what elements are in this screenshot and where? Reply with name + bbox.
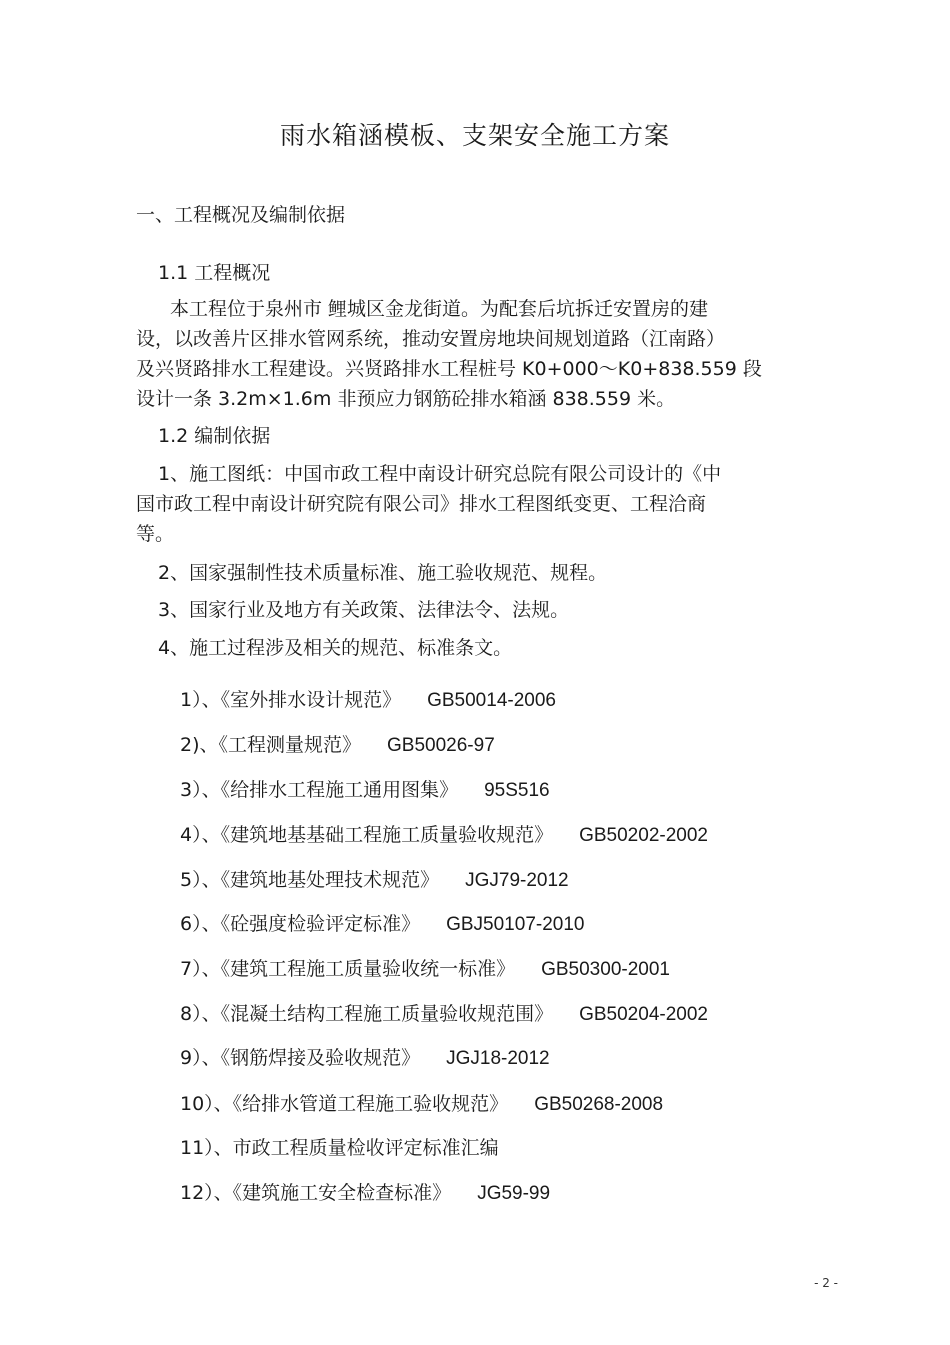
reference-label: 4）、《建筑地基基础工程施工质量验收规范》 — [180, 824, 554, 846]
overview-line: 设，以改善片区排水管网系统，推动安置房地块间规划道路（江南路） — [136, 328, 726, 350]
reference-label: 8）、《混凝土结构工程施工质量验收规范围》 — [180, 1003, 554, 1025]
reference-label: 11）、市政工程质量检收评定标准汇编 — [180, 1137, 499, 1159]
reference-code: JG59-99 — [477, 1183, 551, 1204]
basis-item: 3、国家行业及地方有关政策、法律法令、法规。 — [158, 599, 570, 621]
overview-line: 本工程位于泉州市 鲤城区金龙街道。为配套后坑拆迁安置房的建 — [170, 298, 709, 320]
reference-code: 95S516 — [484, 780, 550, 801]
reference-code: GB50026-97 — [387, 735, 495, 756]
reference-code: GBJ50107-2010 — [446, 914, 585, 935]
reference-label: 6）、《砼强度检验评定标准》 — [180, 913, 421, 935]
reference-label: 5）、《建筑地基处理技术规范》 — [180, 869, 440, 891]
basis-item: 2、国家强制性技术质量标准、施工验收规范、规程。 — [158, 562, 608, 584]
reference-label: 2)、《工程测量规范》 — [180, 734, 362, 756]
reference-code: JGJ18-2012 — [446, 1048, 550, 1069]
reference-item — [180, 868, 569, 893]
reference-item — [180, 778, 550, 803]
reference-label: 12）、《建筑施工安全检查标准》 — [180, 1182, 452, 1204]
basis-line: 1、施工图纸：中国市政工程中南设计研究总院有限公司设计的《中 — [158, 463, 722, 485]
overview-line: 设计一条 3.2m×1.6m 非预应力钢筋砼排水箱涵 838.559 米。 — [136, 388, 676, 410]
reference-label: 3）、《给排水工程施工通用图集》 — [180, 779, 459, 801]
page-number: - 2 - — [814, 1276, 838, 1290]
reference-item — [180, 1181, 550, 1206]
reference-code: GB50202-2002 — [579, 825, 708, 846]
reference-item — [180, 1046, 550, 1071]
subsection-heading-overview: 1.1 工程概况 — [158, 262, 271, 284]
subsection-heading-basis: 1.2 编制依据 — [158, 425, 271, 447]
overview-line: 及兴贤路排水工程建设。兴贤路排水工程桩号 K0+000～K0+838.559 段 — [136, 358, 762, 380]
basis-item: 4、施工过程涉及相关的规范、标准条文。 — [158, 637, 513, 659]
reference-item — [180, 823, 708, 848]
reference-code: GB50014-2006 — [427, 690, 556, 711]
reference-label: 10）、《给排水管道工程施工验收规范》 — [180, 1093, 509, 1115]
reference-label: 7）、《建筑工程施工质量验收统一标准》 — [180, 958, 516, 980]
reference-item — [180, 912, 584, 937]
reference-item — [180, 733, 495, 758]
section-heading: 一、工程概况及编制依据 — [136, 204, 346, 226]
reference-code: GB50204-2002 — [579, 1004, 708, 1025]
reference-label: 9）、《钢筋焊接及验收规范》 — [180, 1047, 421, 1069]
reference-item — [180, 688, 556, 713]
reference-item — [180, 957, 670, 982]
reference-code: JGJ79-2012 — [465, 870, 569, 891]
reference-code: GB50268-2008 — [534, 1094, 664, 1115]
basis-line: 等。 — [136, 523, 175, 545]
reference-item — [180, 1002, 708, 1027]
reference-item — [180, 1136, 525, 1161]
document-title: 雨水箱涵模板、支架安全施工方案 — [279, 121, 670, 150]
reference-code: GB50300-2001 — [541, 959, 670, 980]
reference-item — [180, 1092, 663, 1117]
reference-label: 1）、《室外排水设计规范》 — [180, 689, 402, 711]
basis-line: 国市政工程中南设计研究院有限公司》排水工程图纸变更、工程洽商 — [136, 493, 707, 515]
